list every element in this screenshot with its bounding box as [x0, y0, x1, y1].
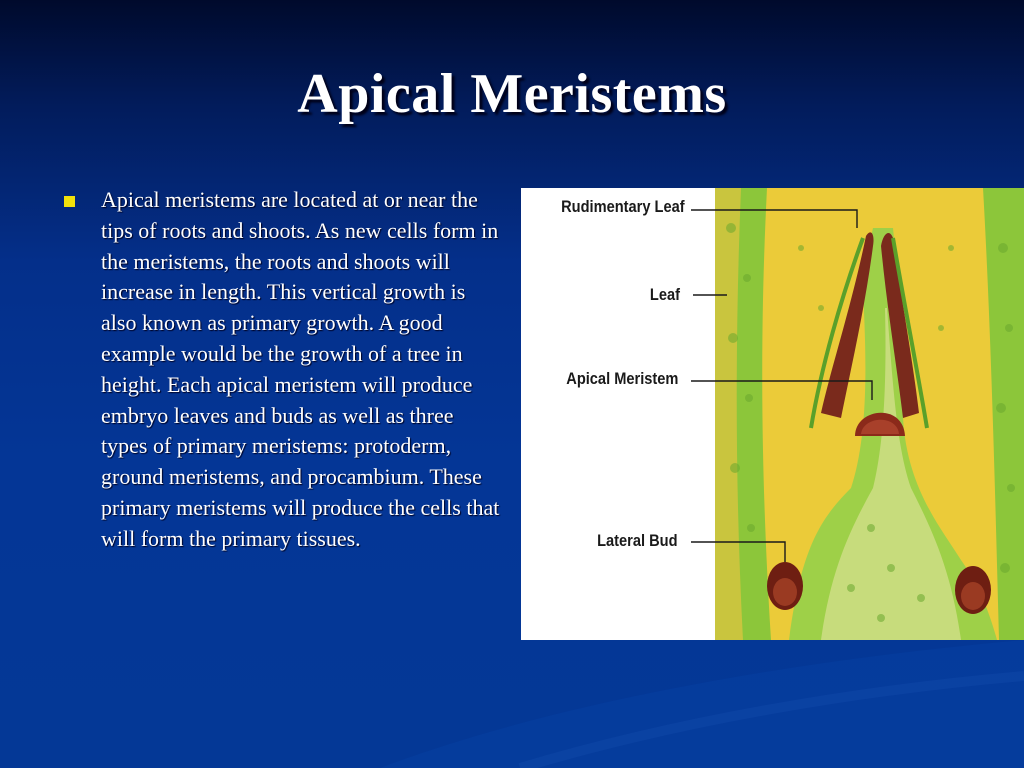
- bullet-marker: [64, 196, 75, 207]
- label-apical-meristem: Apical Meristem: [565, 369, 678, 388]
- label-lateral-bud: Lateral Bud: [597, 531, 678, 550]
- slide-title: Apical Meristems: [297, 63, 727, 125]
- label-rudimentary-leaf: Rudimentary Leaf: [561, 197, 685, 216]
- micrograph-illustration: [521, 188, 1024, 640]
- meristem-diagram: [521, 188, 1024, 640]
- label-leaf: Leaf: [649, 285, 680, 304]
- bullet-text: Apical meristems are located at or near the tips of roots and shoots. As new cells form in the meristems, the roots and shoots will increase in length. This vertical growth is also known as primary growth. A good example would be the growth of a tree in height. Each apical meristem will produce embryo leaves and buds as well as three types of primary meristems: protoderm, ground meristems, and procambium. These primary meristems will produce the cells that will form the primary tissues.: [101, 187, 500, 551]
